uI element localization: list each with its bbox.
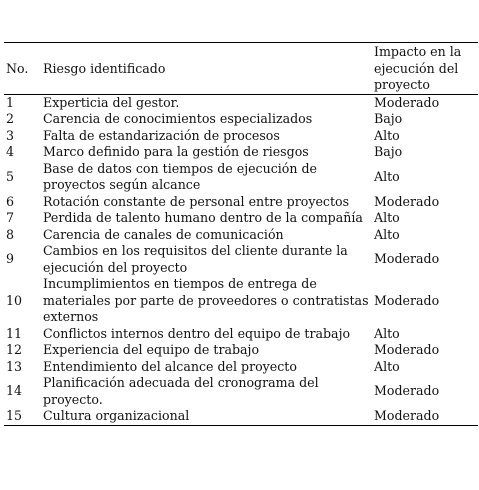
row-risk: Conflictos internos dentro del equipo de trabajo xyxy=(43,325,351,341)
row-risk: Perdida de talento humano dentro de la compañía xyxy=(43,210,363,225)
row-number: 14 xyxy=(6,383,23,399)
row-risk: Carencia de conocimientos especializados xyxy=(43,111,313,126)
row-impact: Moderado xyxy=(374,251,440,267)
row-number: 5 xyxy=(6,168,15,184)
row-number: 6 xyxy=(6,193,15,209)
row-risk: Base de datos con tiempos de ejecución de proyectos según alcance xyxy=(43,160,318,192)
header-no: No. xyxy=(6,60,29,76)
table-row xyxy=(4,408,478,425)
table-row xyxy=(4,128,478,145)
row-number: 4 xyxy=(6,144,15,159)
risk-table xyxy=(4,42,478,426)
row-impact: Moderado xyxy=(374,342,440,357)
row-impact: Moderado xyxy=(374,292,440,308)
row-risk: Entendimiento del alcance del proyecto xyxy=(43,358,297,374)
row-impact: Moderado xyxy=(374,383,440,399)
table-row xyxy=(4,375,478,408)
row-number: 10 xyxy=(6,292,23,308)
row-risk: Experiencia del equipo de trabajo xyxy=(43,342,260,357)
row-risk: Incumplimientos en tiempos de entrega de materiales por parte de proveedores o contratistas externos xyxy=(43,276,369,324)
row-number: 7 xyxy=(6,210,15,225)
row-risk: Cambios en los requisitos del cliente durante la ejecución del proyecto xyxy=(43,243,348,275)
header-impact: Impacto en la ejecución del proyecto xyxy=(374,44,462,92)
row-risk: Rotación constante de personal entre proyectos xyxy=(43,193,350,209)
table-row xyxy=(4,326,478,343)
table-row xyxy=(4,194,478,211)
row-impact: Moderado xyxy=(374,94,440,110)
row-number: 9 xyxy=(6,251,15,267)
table-row xyxy=(4,210,478,227)
row-impact: Moderado xyxy=(374,193,440,209)
row-impact: Alto xyxy=(374,226,400,242)
table-row xyxy=(4,276,478,326)
row-impact: Bajo xyxy=(374,144,403,159)
row-number: 15 xyxy=(6,408,23,423)
header-risk: Riesgo identificado xyxy=(43,60,166,76)
table-row xyxy=(4,161,478,194)
table-row xyxy=(4,342,478,359)
row-impact: Alto xyxy=(374,210,400,225)
row-number: 1 xyxy=(6,94,15,110)
row-risk: Falta de estandarización de procesos xyxy=(43,127,280,143)
row-impact: Bajo xyxy=(374,111,403,126)
row-number: 3 xyxy=(6,127,15,143)
row-impact: Alto xyxy=(374,127,400,143)
row-risk: Marco definido para la gestión de riesgos xyxy=(43,144,309,159)
table-row xyxy=(4,94,478,111)
table-header xyxy=(4,43,478,95)
row-impact: Alto xyxy=(374,325,400,341)
row-risk: Experticia del gestor. xyxy=(43,94,180,110)
table-row xyxy=(4,111,478,128)
table-row xyxy=(4,227,478,244)
row-impact: Alto xyxy=(374,168,400,184)
row-risk: Cultura organizacional xyxy=(43,408,190,423)
table-body xyxy=(4,94,478,425)
row-number: 11 xyxy=(6,325,23,341)
row-number: 8 xyxy=(6,226,15,242)
header-row xyxy=(4,43,478,95)
row-risk: Carencia de canales de comunicación xyxy=(43,226,284,242)
row-number: 2 xyxy=(6,111,15,126)
table-row xyxy=(4,243,478,276)
row-risk: Planificación adecuada del cronograma del proyecto. xyxy=(43,375,319,407)
row-impact: Alto xyxy=(374,358,400,374)
table-row xyxy=(4,359,478,376)
table-row xyxy=(4,144,478,161)
row-impact: Moderado xyxy=(374,408,440,423)
row-number: 13 xyxy=(6,358,23,374)
row-number: 12 xyxy=(6,342,23,357)
